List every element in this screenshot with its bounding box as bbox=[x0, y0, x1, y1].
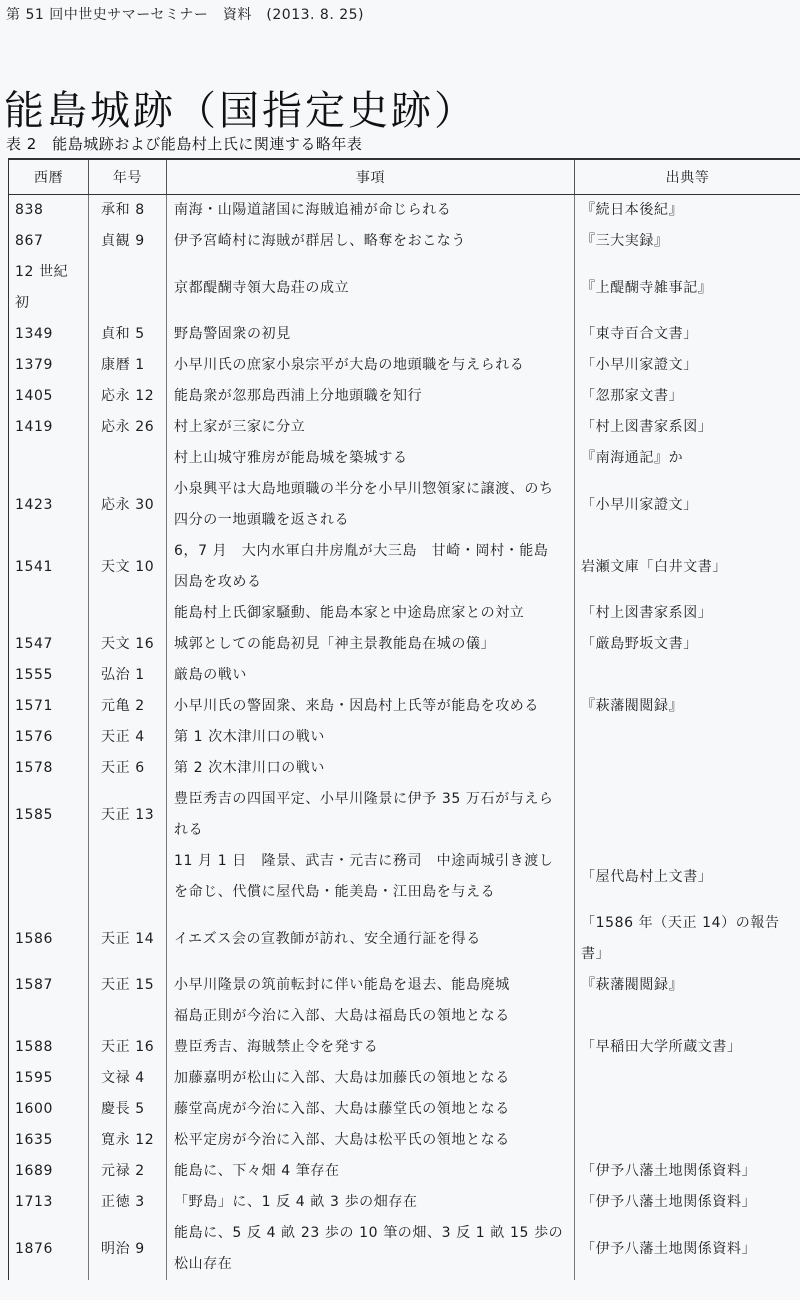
table-row bbox=[9, 536, 800, 598]
table-row bbox=[9, 195, 800, 227]
cell-source: 「村上図書家系図」 bbox=[575, 412, 800, 443]
cell-era bbox=[89, 598, 167, 629]
table-row bbox=[9, 1063, 800, 1094]
cell-source: 『萩藩閥閲録』 bbox=[575, 970, 800, 1001]
cell-event: 伊予宮崎村に海賊が群居し、略奪をおこなう bbox=[167, 226, 575, 257]
cell-event: 小早川氏の庶家小泉宗平が大島の地頭職を与えられる bbox=[167, 350, 575, 381]
table-row bbox=[9, 598, 800, 629]
cell-source bbox=[575, 753, 800, 784]
table-row bbox=[9, 1156, 800, 1187]
cell-source bbox=[575, 1094, 800, 1125]
cell-event: 城郭としての能島初見「神主景教能島在城の儀」 bbox=[167, 629, 575, 660]
column-header-era: 年号 bbox=[89, 159, 167, 195]
cell-source: 「小早川家證文」 bbox=[575, 350, 800, 381]
table-caption: 表 2 能島城跡および能島村上氏に関連する略年表 bbox=[6, 135, 363, 153]
cell-era: 天正 4 bbox=[89, 722, 167, 753]
cell-event: 第 1 次木津川口の戦い bbox=[167, 722, 575, 753]
cell-year: 1600 bbox=[9, 1094, 89, 1125]
cell-era: 正徳 3 bbox=[89, 1187, 167, 1218]
cell-source: 「厳島野坂文書」 bbox=[575, 629, 800, 660]
cell-event: 藤堂高虎が今治に入部、大島は藤堂氏の領地となる bbox=[167, 1094, 575, 1125]
cell-era: 応永 30 bbox=[89, 474, 167, 536]
table-row bbox=[9, 1001, 800, 1032]
cell-source: 「1586 年（天正 14）の報告書」 bbox=[575, 908, 800, 970]
cell-event: 南海・山陽道諸国に海賊追補が命じられる bbox=[167, 195, 575, 227]
cell-era: 天文 10 bbox=[89, 536, 167, 598]
cell-year: 1419 bbox=[9, 412, 89, 443]
table-row bbox=[9, 381, 800, 412]
cell-era: 弘治 1 bbox=[89, 660, 167, 691]
cell-source: 「屋代島村上文書」 bbox=[575, 846, 800, 908]
cell-year: 1586 bbox=[9, 908, 89, 970]
cell-era: 文禄 4 bbox=[89, 1063, 167, 1094]
table-row bbox=[9, 1218, 800, 1280]
cell-year: 838 bbox=[9, 195, 89, 227]
cell-source: 岩瀬文庫「白井文書」 bbox=[575, 536, 800, 598]
table-row bbox=[9, 412, 800, 443]
cell-era: 天文 16 bbox=[89, 629, 167, 660]
column-header-year: 西暦 bbox=[9, 159, 89, 195]
cell-source: 『続日本後紀』 bbox=[575, 195, 800, 227]
table-header bbox=[9, 159, 800, 195]
cell-event: 野島警固衆の初見 bbox=[167, 319, 575, 350]
cell-event: イエズス会の宣教師が訪れ、安全通行証を得る bbox=[167, 908, 575, 970]
cell-event: 「野島」に、1 反 4 畝 3 歩の畑存在 bbox=[167, 1187, 575, 1218]
cell-source bbox=[575, 722, 800, 753]
chronology-table bbox=[8, 158, 800, 1280]
cell-source: 「村上図書家系図」 bbox=[575, 598, 800, 629]
cell-era: 天正 14 bbox=[89, 908, 167, 970]
table-row bbox=[9, 443, 800, 474]
cell-era: 明治 9 bbox=[89, 1218, 167, 1280]
cell-year: 1541 bbox=[9, 536, 89, 598]
cell-era: 応永 26 bbox=[89, 412, 167, 443]
cell-year: 1635 bbox=[9, 1125, 89, 1156]
cell-era: 元亀 2 bbox=[89, 691, 167, 722]
cell-event: 村上山城守雅房が能島城を築城する bbox=[167, 443, 575, 474]
cell-event: 村上家が三家に分立 bbox=[167, 412, 575, 443]
table-row bbox=[9, 1032, 800, 1063]
cell-year: 1713 bbox=[9, 1187, 89, 1218]
cell-year: 1576 bbox=[9, 722, 89, 753]
cell-source bbox=[575, 1125, 800, 1156]
cell-event: 厳島の戦い bbox=[167, 660, 575, 691]
cell-era bbox=[89, 443, 167, 474]
cell-year: 1571 bbox=[9, 691, 89, 722]
cell-source: 「忽那家文書」 bbox=[575, 381, 800, 412]
cell-era: 康暦 1 bbox=[89, 350, 167, 381]
cell-source bbox=[575, 1001, 800, 1032]
cell-event: 福島正則が今治に入部、大島は福島氏の領地となる bbox=[167, 1001, 575, 1032]
cell-source: 「早稲田大学所蔵文書」 bbox=[575, 1032, 800, 1063]
cell-year: 867 bbox=[9, 226, 89, 257]
cell-year: 1547 bbox=[9, 629, 89, 660]
table-row bbox=[9, 660, 800, 691]
cell-year bbox=[9, 598, 89, 629]
column-header-source: 出典等 bbox=[575, 159, 800, 195]
cell-era: 貞和 5 bbox=[89, 319, 167, 350]
cell-source: 「伊予八藩土地関係資料」 bbox=[575, 1218, 800, 1280]
cell-event: 豊臣秀吉、海賊禁止令を発する bbox=[167, 1032, 575, 1063]
table-row bbox=[9, 753, 800, 784]
cell-source: 『上醍醐寺雑事記』 bbox=[575, 257, 800, 319]
table-row bbox=[9, 350, 800, 381]
cell-era: 天正 6 bbox=[89, 753, 167, 784]
cell-year: 1379 bbox=[9, 350, 89, 381]
table-row bbox=[9, 257, 800, 319]
cell-event: 能島村上氏御家騒動、能島本家と中途島庶家との対立 bbox=[167, 598, 575, 629]
cell-year bbox=[9, 1001, 89, 1032]
cell-year: 1555 bbox=[9, 660, 89, 691]
table-row bbox=[9, 908, 800, 970]
cell-source: 『南海通記』か bbox=[575, 443, 800, 474]
cell-era: 天正 16 bbox=[89, 1032, 167, 1063]
table-row bbox=[9, 846, 800, 908]
cell-era: 貞観 9 bbox=[89, 226, 167, 257]
cell-year bbox=[9, 846, 89, 908]
cell-event: 松平定房が今治に入部、大島は松平氏の領地となる bbox=[167, 1125, 575, 1156]
table-row bbox=[9, 1125, 800, 1156]
cell-event: 第 2 次木津川口の戦い bbox=[167, 753, 575, 784]
cell-era: 元禄 2 bbox=[89, 1156, 167, 1187]
table-row bbox=[9, 226, 800, 257]
table-row bbox=[9, 1094, 800, 1125]
cell-event: 小早川氏の警固衆、来島・因島村上氏等が能島を攻める bbox=[167, 691, 575, 722]
cell-year: 1587 bbox=[9, 970, 89, 1001]
cell-source bbox=[575, 660, 800, 691]
cell-era bbox=[89, 1001, 167, 1032]
cell-event: 能島に、5 反 4 畝 23 歩の 10 筆の畑、3 反 1 畝 15 歩の松山存在 bbox=[167, 1218, 575, 1280]
table-row bbox=[9, 691, 800, 722]
cell-era: 天正 13 bbox=[89, 784, 167, 846]
cell-year: 12 世紀初 bbox=[9, 257, 89, 319]
cell-source: 「伊予八藩土地関係資料」 bbox=[575, 1187, 800, 1218]
page-title: 能島城跡（国指定史跡） bbox=[4, 87, 477, 134]
table-row bbox=[9, 1187, 800, 1218]
cell-year: 1689 bbox=[9, 1156, 89, 1187]
cell-event: 小早川隆景の筑前転封に伴い能島を退去、能島廃城 bbox=[167, 970, 575, 1001]
cell-year bbox=[9, 443, 89, 474]
cell-era: 慶長 5 bbox=[89, 1094, 167, 1125]
cell-year: 1588 bbox=[9, 1032, 89, 1063]
cell-era: 応永 12 bbox=[89, 381, 167, 412]
cell-era: 寛永 12 bbox=[89, 1125, 167, 1156]
table-row bbox=[9, 629, 800, 660]
cell-era: 天正 15 bbox=[89, 970, 167, 1001]
cell-year: 1405 bbox=[9, 381, 89, 412]
cell-source bbox=[575, 784, 800, 846]
cell-event: 6，7 月 大内水軍白井房胤が大三島 甘崎・岡村・能島 因島を攻める bbox=[167, 536, 575, 598]
cell-year: 1423 bbox=[9, 474, 89, 536]
table-row bbox=[9, 970, 800, 1001]
cell-year: 1595 bbox=[9, 1063, 89, 1094]
cell-year: 1349 bbox=[9, 319, 89, 350]
cell-event: 能島に、下々畑 4 筆存在 bbox=[167, 1156, 575, 1187]
cell-event: 小泉興平は大島地頭職の半分を小早川惣領家に譲渡、のち四分の一地頭職を返される bbox=[167, 474, 575, 536]
cell-era bbox=[89, 846, 167, 908]
cell-era bbox=[89, 257, 167, 319]
cell-source: 「小早川家證文」 bbox=[575, 474, 800, 536]
cell-year: 1578 bbox=[9, 753, 89, 784]
cell-event: 豊臣秀吉の四国平定、小早川隆景に伊予 35 万石が与えられる bbox=[167, 784, 575, 846]
cell-source: 『三大実録』 bbox=[575, 226, 800, 257]
table-row bbox=[9, 722, 800, 753]
table-body bbox=[9, 195, 800, 1281]
document-header: 第 51 回中世史サマーセミナー 資料 (2013. 8. 25) bbox=[6, 7, 365, 23]
table-row bbox=[9, 319, 800, 350]
cell-source: 「伊予八藩土地関係資料」 bbox=[575, 1156, 800, 1187]
table-row bbox=[9, 784, 800, 846]
column-header-event: 事項 bbox=[167, 159, 575, 195]
cell-source bbox=[575, 1063, 800, 1094]
cell-era: 承和 8 bbox=[89, 195, 167, 227]
cell-event: 加藤嘉明が松山に入部、大島は加藤氏の領地となる bbox=[167, 1063, 575, 1094]
cell-event: 京都醍醐寺領大島荘の成立 bbox=[167, 257, 575, 319]
cell-source: 「東寺百合文書」 bbox=[575, 319, 800, 350]
cell-source: 『萩藩閥閲録』 bbox=[575, 691, 800, 722]
table-row bbox=[9, 474, 800, 536]
cell-year: 1876 bbox=[9, 1218, 89, 1280]
cell-event: 11 月 1 日 隆景、武吉・元吉に務司 中途両城引き渡しを命じ、代償に屋代島・能美島・江田島を与える bbox=[167, 846, 575, 908]
cell-event: 能島衆が忽那島西浦上分地頭職を知行 bbox=[167, 381, 575, 412]
cell-year: 1585 bbox=[9, 784, 89, 846]
